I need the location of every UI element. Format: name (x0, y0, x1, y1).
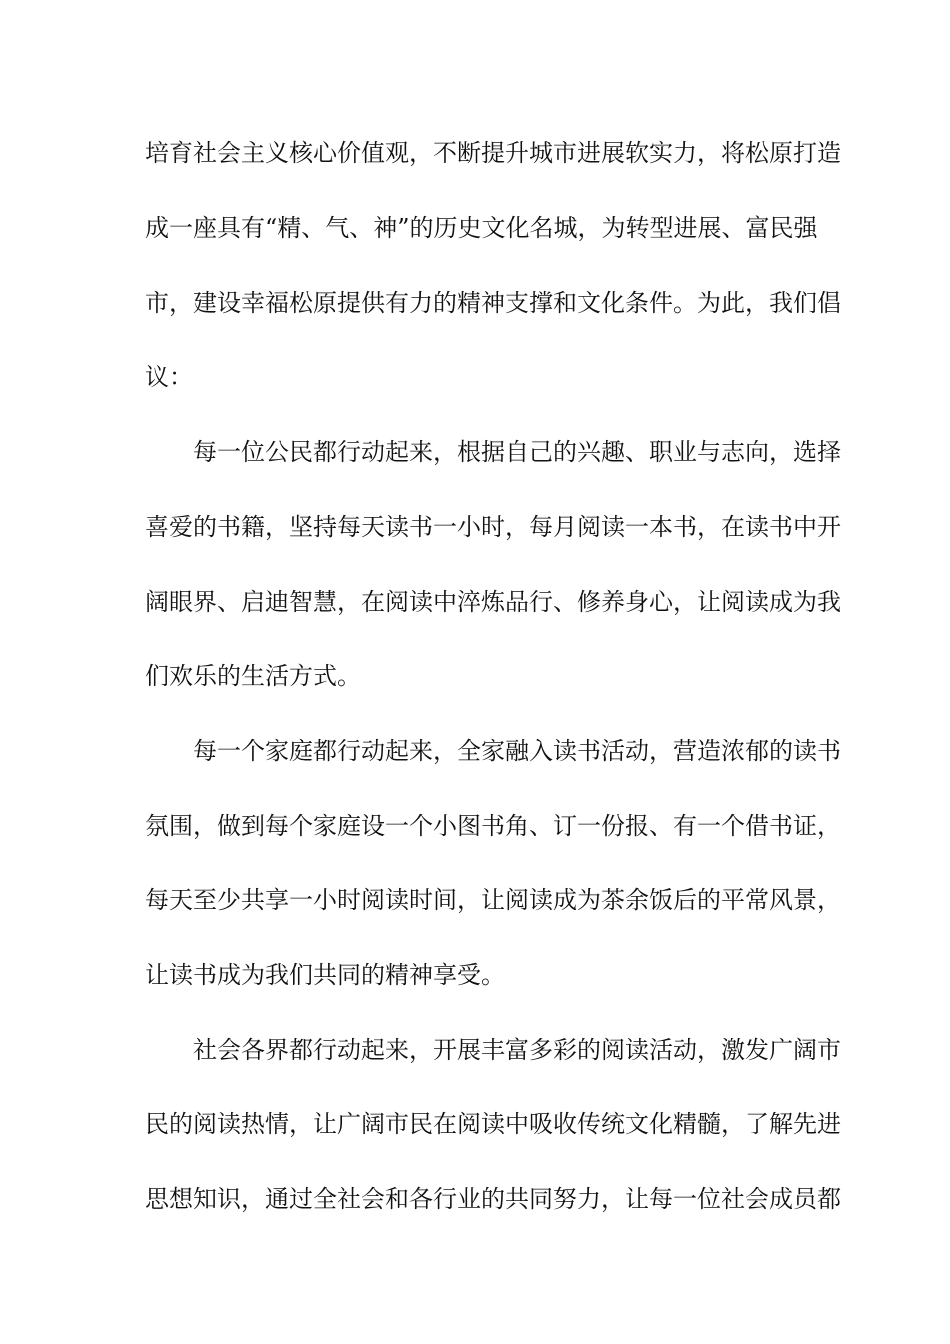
paragraph-line: 每一个家庭都行动起来，全家融入读书活动，营造浓郁的读书 (193, 737, 841, 765)
paragraph-line: 社会各界都行动起来，开展丰富多彩的阅读活动，激发广阔市 (193, 1036, 841, 1064)
paragraph-line: 议： (145, 363, 193, 391)
paragraph-line: 让读书成为我们共同的精神享受。 (145, 961, 505, 989)
paragraph-line: 培育社会主义核心价值观，不断提升城市进展软实力，将松原打造 (145, 139, 841, 167)
paragraph-line: 氛围，做到每个家庭设一个小图书角、订一份报、有一个借书证， (145, 812, 841, 840)
paragraph-line: 们欢乐的生活方式。 (145, 662, 361, 690)
paragraph-line: 阔眼界、启迪智慧，在阅读中淬炼品行、修养身心，让阅读成为我 (145, 588, 841, 616)
paragraph-line: 每一位公民都行动起来，根据自己的兴趣、职业与志向，选择 (193, 438, 841, 466)
paragraph-line: 成一座具有“精、气、神”的历史文化名城，为转型进展、富民强 (145, 214, 818, 242)
paragraph-line: 每天至少共享一小时阅读时间，让阅读成为茶余饭后的平常风景， (145, 886, 841, 914)
paragraph-line: 喜爱的书籍，坚持每天读书一小时，每月阅读一本书，在读书中开 (145, 513, 841, 541)
paragraph-line: 思想知识，通过全社会和各行业的共同努力，让每一位社会成员都 (145, 1185, 841, 1213)
paragraph-line: 市，建设幸福松原提供有力的精神支撑和文化条件。为此，我们倡 (145, 289, 841, 317)
paragraph-line: 民的阅读热情，让广阔市民在阅读中吸收传统文化精髓，了解先进 (145, 1110, 841, 1138)
